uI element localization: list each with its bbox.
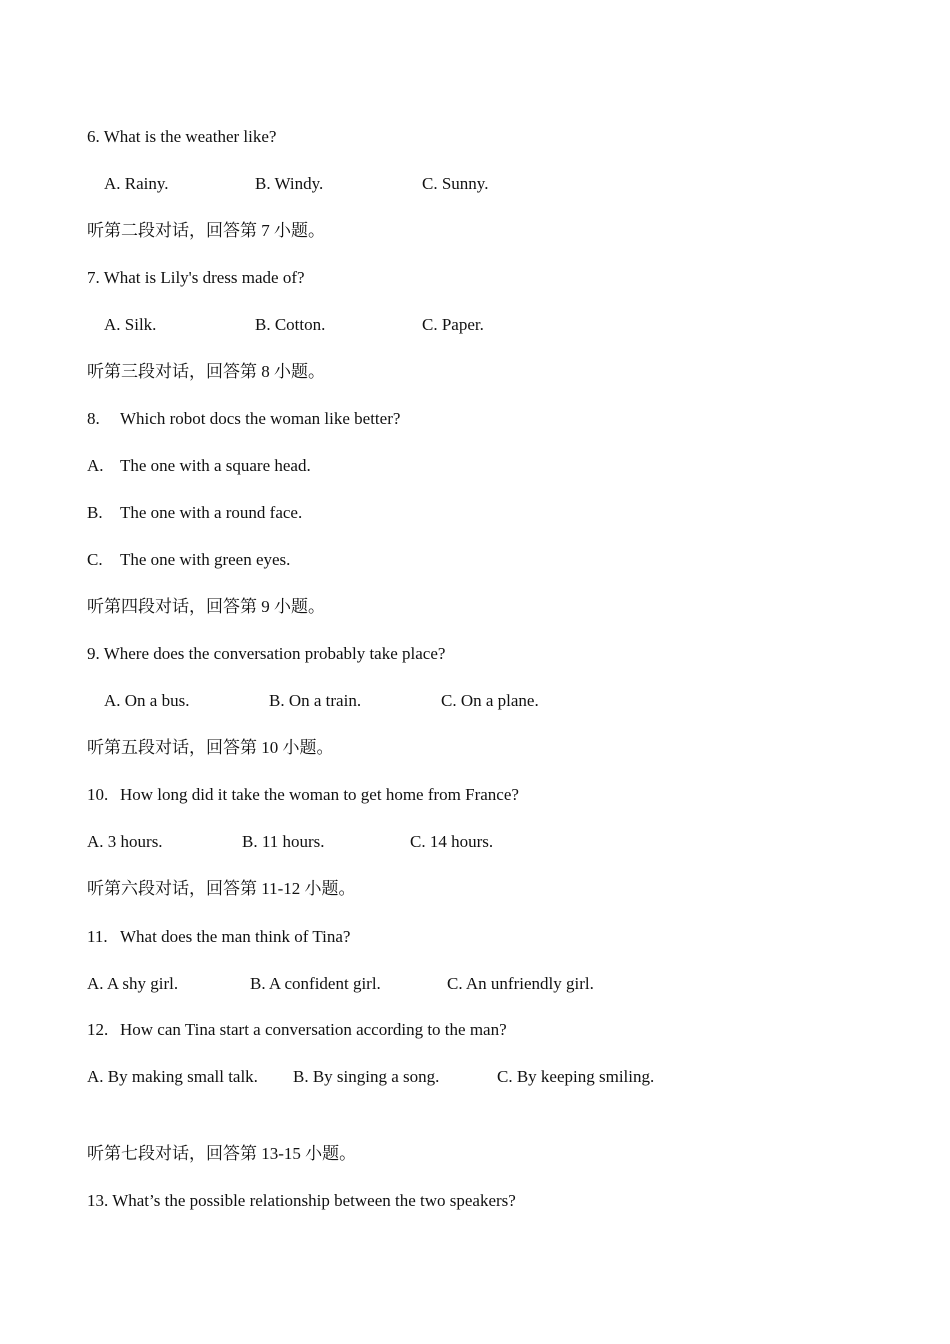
q6-option-a: A. Rainy. bbox=[104, 174, 169, 193]
q11-option-a: A. A shy girl. bbox=[87, 974, 179, 993]
q8-number: 8. bbox=[87, 409, 100, 428]
q8-option-c-letter: C. bbox=[87, 550, 103, 569]
q8-option-b: The one with a round face. bbox=[120, 503, 303, 522]
q10-option-a: A. 3 hours. bbox=[87, 832, 163, 851]
question-8: Which robot docs the woman like better? bbox=[120, 409, 401, 428]
q6-option-b: B. Windy. bbox=[255, 174, 324, 193]
q12-option-b: B. By singing a song. bbox=[293, 1067, 440, 1086]
q11-option-c: C. An unfriendly girl. bbox=[447, 974, 594, 993]
q10-option-c: C. 14 hours. bbox=[410, 832, 494, 851]
q8-option-a: The one with a square head. bbox=[120, 456, 311, 475]
q8-option-a-letter: A. bbox=[87, 456, 104, 475]
q11-number: 11. bbox=[87, 927, 108, 946]
q12-option-a: A. By making small talk. bbox=[87, 1067, 258, 1086]
q7-option-b: B. Cotton. bbox=[255, 315, 326, 334]
q9-option-a: A. On a bus. bbox=[104, 691, 190, 710]
q8-option-c: The one with green eyes. bbox=[120, 550, 291, 569]
q12-option-c: C. By keeping smiling. bbox=[497, 1067, 655, 1086]
q8-option-b-letter: B. bbox=[87, 503, 103, 522]
section-5-instruction: 听第五段对话，回答第 10 小题。 bbox=[87, 738, 334, 757]
q11-option-b: B. A confident girl. bbox=[250, 974, 381, 993]
question-10: How long did it take the woman to get home from France? bbox=[120, 785, 519, 804]
q7-option-a: A. Silk. bbox=[104, 315, 157, 334]
question-6: 6. What is the weather like? bbox=[87, 127, 277, 146]
section-2-instruction: 听第二段对话，回答第 7 小题。 bbox=[87, 221, 325, 240]
question-13: 13. What’s the possible relationship between the two speakers? bbox=[87, 1191, 516, 1210]
q10-option-b: B. 11 hours. bbox=[242, 832, 325, 851]
section-4-instruction: 听第四段对话，回答第 9 小题。 bbox=[87, 597, 325, 616]
q6-option-c: C. Sunny. bbox=[422, 174, 489, 193]
q9-option-b: B. On a train. bbox=[269, 691, 362, 710]
q12-number: 12. bbox=[87, 1020, 109, 1039]
q10-number: 10. bbox=[87, 785, 109, 804]
q7-option-c: C. Paper. bbox=[422, 315, 484, 334]
question-12: How can Tina start a conversation according to the man? bbox=[120, 1020, 507, 1039]
q9-option-c: C. On a plane. bbox=[441, 691, 539, 710]
question-9: 9. Where does the conversation probably take place? bbox=[87, 644, 446, 663]
section-6-instruction: 听第六段对话，回答第 11-12 小题。 bbox=[87, 879, 356, 898]
section-3-instruction: 听第三段对话，回答第 8 小题。 bbox=[87, 362, 325, 381]
section-7-instruction: 听第七段对话，回答第 13-15 小题。 bbox=[87, 1144, 357, 1163]
question-11: What does the man think of Tina? bbox=[120, 927, 351, 946]
question-7: 7. What is Lily's dress made of? bbox=[87, 268, 305, 287]
